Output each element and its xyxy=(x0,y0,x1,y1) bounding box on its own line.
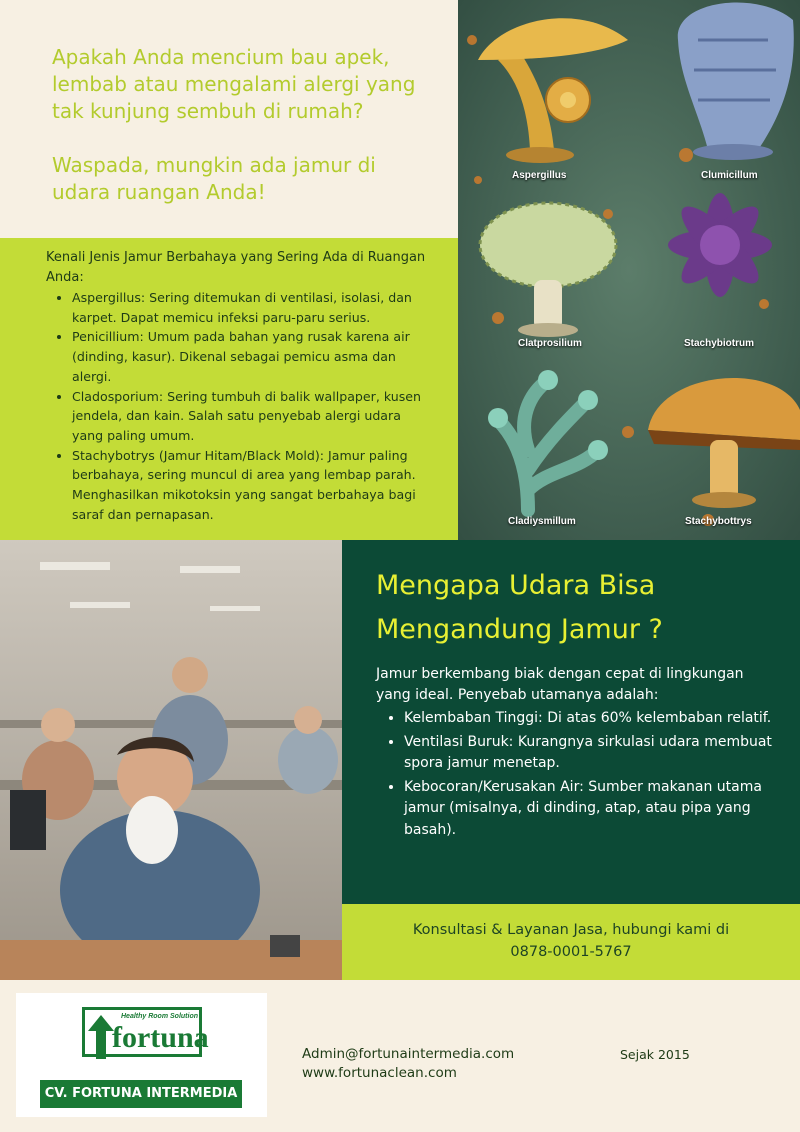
why-title xyxy=(376,564,780,652)
fungi-artwork xyxy=(458,0,800,540)
fungus-types-panel xyxy=(0,238,458,540)
phone-number[interactable]: 0878-0001-5767 xyxy=(510,944,632,960)
email-link[interactable]: Admin@fortunaintermedia.com xyxy=(302,1046,515,1062)
logo-wordmark: fortuna xyxy=(112,1021,209,1054)
fungus-label: Clumicillum xyxy=(701,170,758,181)
up-arrow-icon xyxy=(88,1015,114,1059)
why-title-line1: Mengapa Udara Bisa xyxy=(376,570,656,601)
causes-list xyxy=(376,708,780,841)
contact-strip xyxy=(342,904,800,980)
fungus-types-title: Kenali Jenis Jamur Berbahaya yang Sering Ada di Ruangan Anda: xyxy=(46,250,426,285)
intro-section xyxy=(0,0,458,238)
fungi-illustration xyxy=(458,0,800,540)
office-photo xyxy=(0,540,342,980)
list-item: • Kebocoran/Kerusakan Air: Sumber makanan utama jamur (misalnya, di dinding, atap, atau pipa yang basah). xyxy=(404,777,780,842)
office-sneezing-image xyxy=(0,540,342,980)
list-item: • Penicillium: Umum pada bahan yang rusak karena air (dinding, kasur). Dikenal sebagai pemicu asma dan alergi. xyxy=(72,327,434,386)
website-link[interactable]: www.fortunaclean.com xyxy=(302,1065,457,1081)
fungus-label: Aspergillus xyxy=(512,170,567,181)
list-item: • Stachybotrys (Jamur Hitam/Black Mold): Jamur paling berbahaya, sering muncul di area yang lembap parah. Menghasilkan mikotoksin yang sangat berbahaya bagi saraf dan pernapasan. xyxy=(72,446,434,525)
why-air-contains-mold-panel xyxy=(342,540,800,904)
fungus-label: Stachybottrys xyxy=(685,516,752,527)
why-title-line2: Mengandung Jamur ? xyxy=(376,614,663,645)
intro-warning: Waspada, mungkin ada jamur di udara ruangan Anda! xyxy=(52,153,376,204)
fungus-label: Stachybiotrum xyxy=(684,338,755,349)
intro-question: Apakah Anda mencium bau apek, lembab atau mengalami alergi yang tak kunjung sembuh di rumah? xyxy=(52,45,416,123)
company-logo xyxy=(16,993,267,1117)
logo-tagline: Healthy Room Solution xyxy=(121,1013,198,1020)
fungus-types-list xyxy=(46,288,434,524)
since-year: Sejak 2015 xyxy=(620,1047,690,1062)
stachybotrys-fungus-icon xyxy=(668,193,772,297)
fungus-label: Clatprosilium xyxy=(518,338,582,349)
company-name: CV. FORTUNA INTERMEDIA xyxy=(40,1080,242,1108)
list-item: • Cladosporium: Sering tumbuh di balik wallpaper, kusen jendela, dan kain. Salah satu penyebab alergi udara yang paling umum. xyxy=(72,387,434,446)
list-item: • Ventilasi Buruk: Kurangnya sirkulasi udara membuat spora jamur menetap. xyxy=(404,732,780,775)
footer xyxy=(0,980,800,1132)
why-lead: Jamur berkembang biak dengan cepat di lingkungan yang ideal. Penyebab utamanya adalah: xyxy=(376,666,744,703)
fungus-label: Cladiysmillum xyxy=(508,516,576,527)
contact-text: Konsultasi & Layanan Jasa, hubungi kami di xyxy=(412,922,730,938)
list-item: • Kelembaban Tinggi: Di atas 60% kelembaban relatif. xyxy=(404,708,780,730)
list-item: • Aspergillus: Sering ditemukan di ventilasi, isolasi, dan karpet. Dapat memicu infeksi paru-paru serius. xyxy=(72,288,434,327)
